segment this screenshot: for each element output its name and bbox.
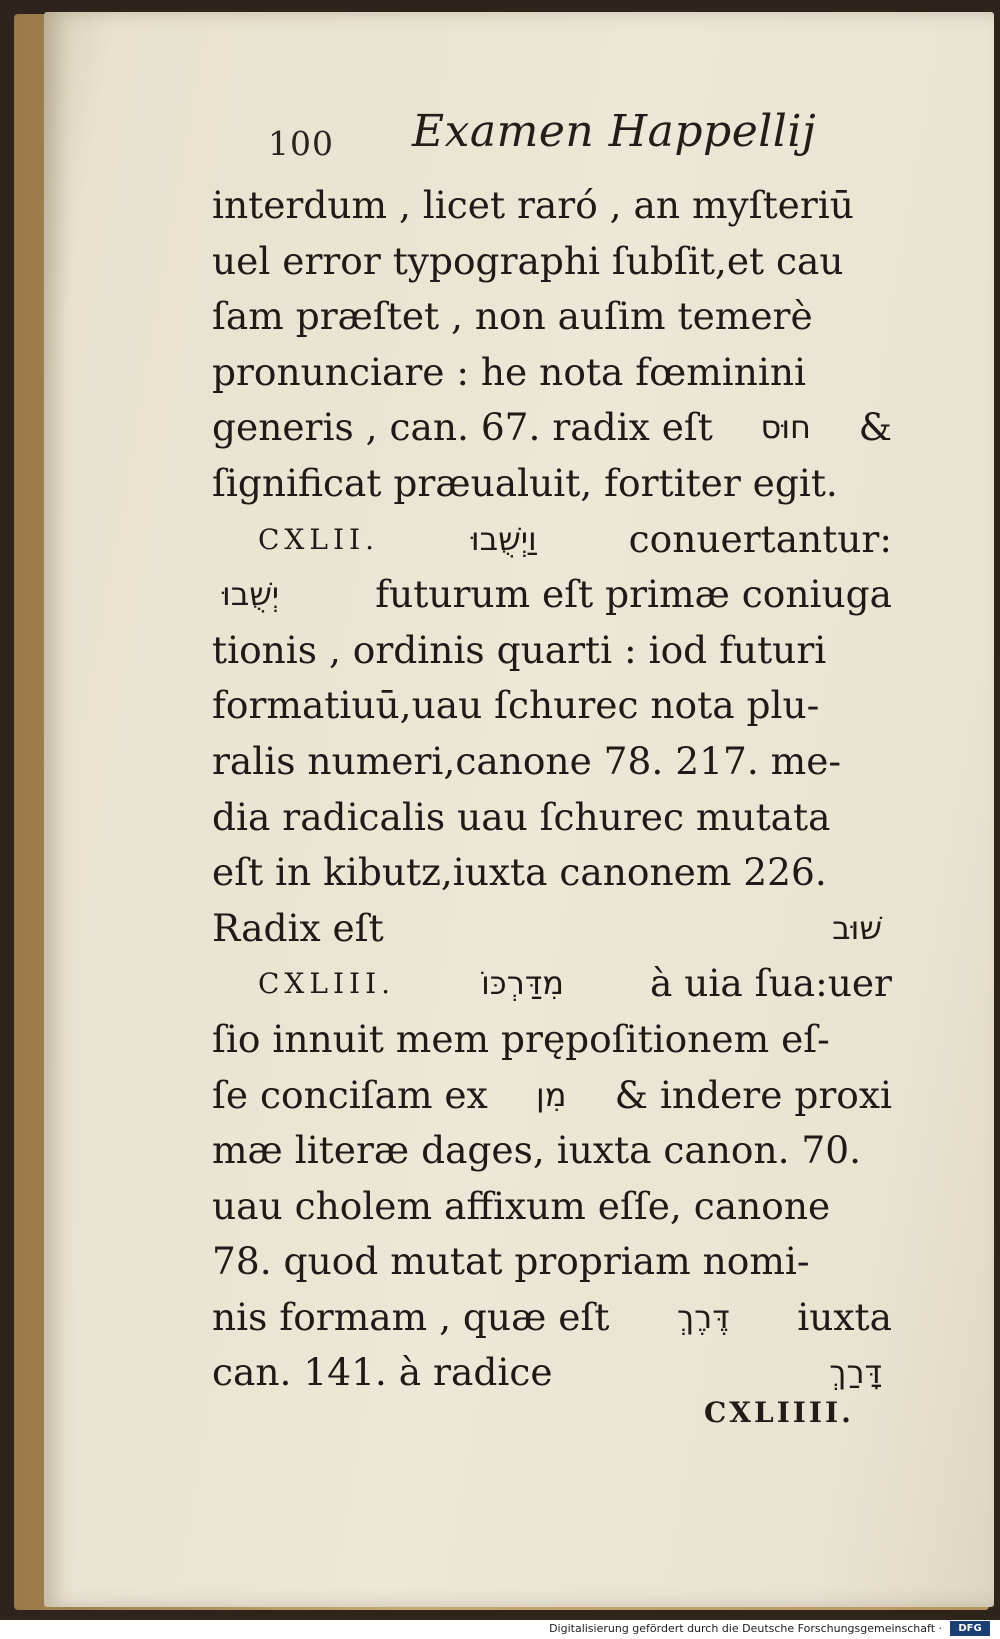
line-text: dia radicalis uau ſchurec mutata	[212, 794, 831, 839]
line-text: ſe conciſam ex	[212, 1072, 488, 1117]
text-line	[212, 1345, 892, 1401]
text-line	[212, 400, 892, 456]
funding-credit: Digitalisierung gefördert durch die Deutsche Forschungsgemeinschaft ·	[549, 1622, 942, 1635]
hebrew-word: דָּרַךְ	[829, 1353, 882, 1392]
text-line	[212, 234, 892, 290]
text-line	[212, 289, 892, 345]
hebrew-word: דֶּרֶךְ	[676, 1297, 730, 1336]
line-text: tionis , ordinis quarti : iod futuri	[212, 627, 827, 672]
line-text: interdum , licet raró , an myſteriū	[212, 183, 854, 227]
text-line	[212, 956, 892, 1012]
line-text: &	[858, 405, 892, 450]
text-line	[212, 734, 892, 790]
text-line	[212, 1234, 892, 1290]
text-line	[212, 567, 892, 623]
text-line	[212, 901, 892, 957]
hebrew-word: מִדַּרְכּוֹ	[481, 964, 564, 1003]
body-text	[212, 178, 892, 1401]
text-line	[212, 1123, 892, 1179]
line-text: conuertantur:	[628, 516, 892, 561]
dfg-logo: DFG	[950, 1621, 990, 1636]
section-number: CXLII.	[258, 522, 379, 556]
hebrew-word: יְשֻׁבוּ	[222, 575, 280, 614]
line-text: can. 141. à radice	[212, 1350, 553, 1395]
line-text: ſignificat præualuit, fortiter egit.	[212, 460, 838, 505]
line-text: ſam præſtet , non auſim temerè	[212, 294, 813, 339]
line-text: à uia ſua:uer	[649, 961, 892, 1006]
line-text: uau cholem affixum eſſe, canone	[212, 1183, 831, 1228]
text-line	[212, 1290, 892, 1346]
hebrew-word: וַיְשֻׁבוּ	[470, 519, 537, 558]
text-line	[212, 678, 892, 734]
line-text: eſt in kibutz,iuxta canonem 226.	[212, 850, 827, 895]
line-text: iuxta	[797, 1294, 892, 1339]
hebrew-word: שׁוּב	[832, 908, 882, 947]
text-line	[212, 178, 892, 234]
line-text: formatiuū,uau ſchurec nota plu-	[212, 683, 820, 728]
text-line	[212, 512, 892, 568]
text-line	[212, 845, 892, 901]
text-line	[212, 790, 892, 846]
line-text: pronunciare : he nota fœminini	[212, 349, 807, 394]
line-text: ſio innuit mem prępoſitionem eſ-	[212, 1016, 830, 1061]
line-text: mæ literæ dages, iuxta canon. 70.	[212, 1128, 862, 1173]
text-line	[212, 1179, 892, 1235]
line-text: Radix eſt	[212, 905, 384, 950]
footer-bar	[0, 1620, 1000, 1639]
hebrew-word: חוּס	[760, 408, 811, 447]
page-header	[212, 100, 892, 170]
text-line	[212, 345, 892, 401]
page-number: 100	[268, 124, 334, 163]
line-text: & indere proxi	[614, 1072, 892, 1117]
line-text: generis , can. 67. radix eſt	[212, 405, 713, 450]
text-line	[212, 1068, 892, 1124]
section-number: CXLIII.	[258, 967, 396, 1001]
text-line	[212, 456, 892, 512]
line-text: nis formam , quæ eſt	[212, 1294, 610, 1339]
text-line	[212, 623, 892, 679]
running-head: Examen Happellij	[412, 106, 817, 157]
line-text: uel error typographi ſubſit,et cau	[212, 238, 844, 283]
catchword: CXLIIII.	[704, 1396, 854, 1429]
hebrew-word: מִן	[535, 1075, 567, 1114]
line-text: ralis numeri,canone 78. 217. me-	[212, 738, 842, 783]
text-line	[212, 1012, 892, 1068]
line-text: futurum eſt primæ coniuga	[375, 572, 892, 617]
line-text: 78. quod mutat propriam nomi-	[212, 1239, 810, 1284]
